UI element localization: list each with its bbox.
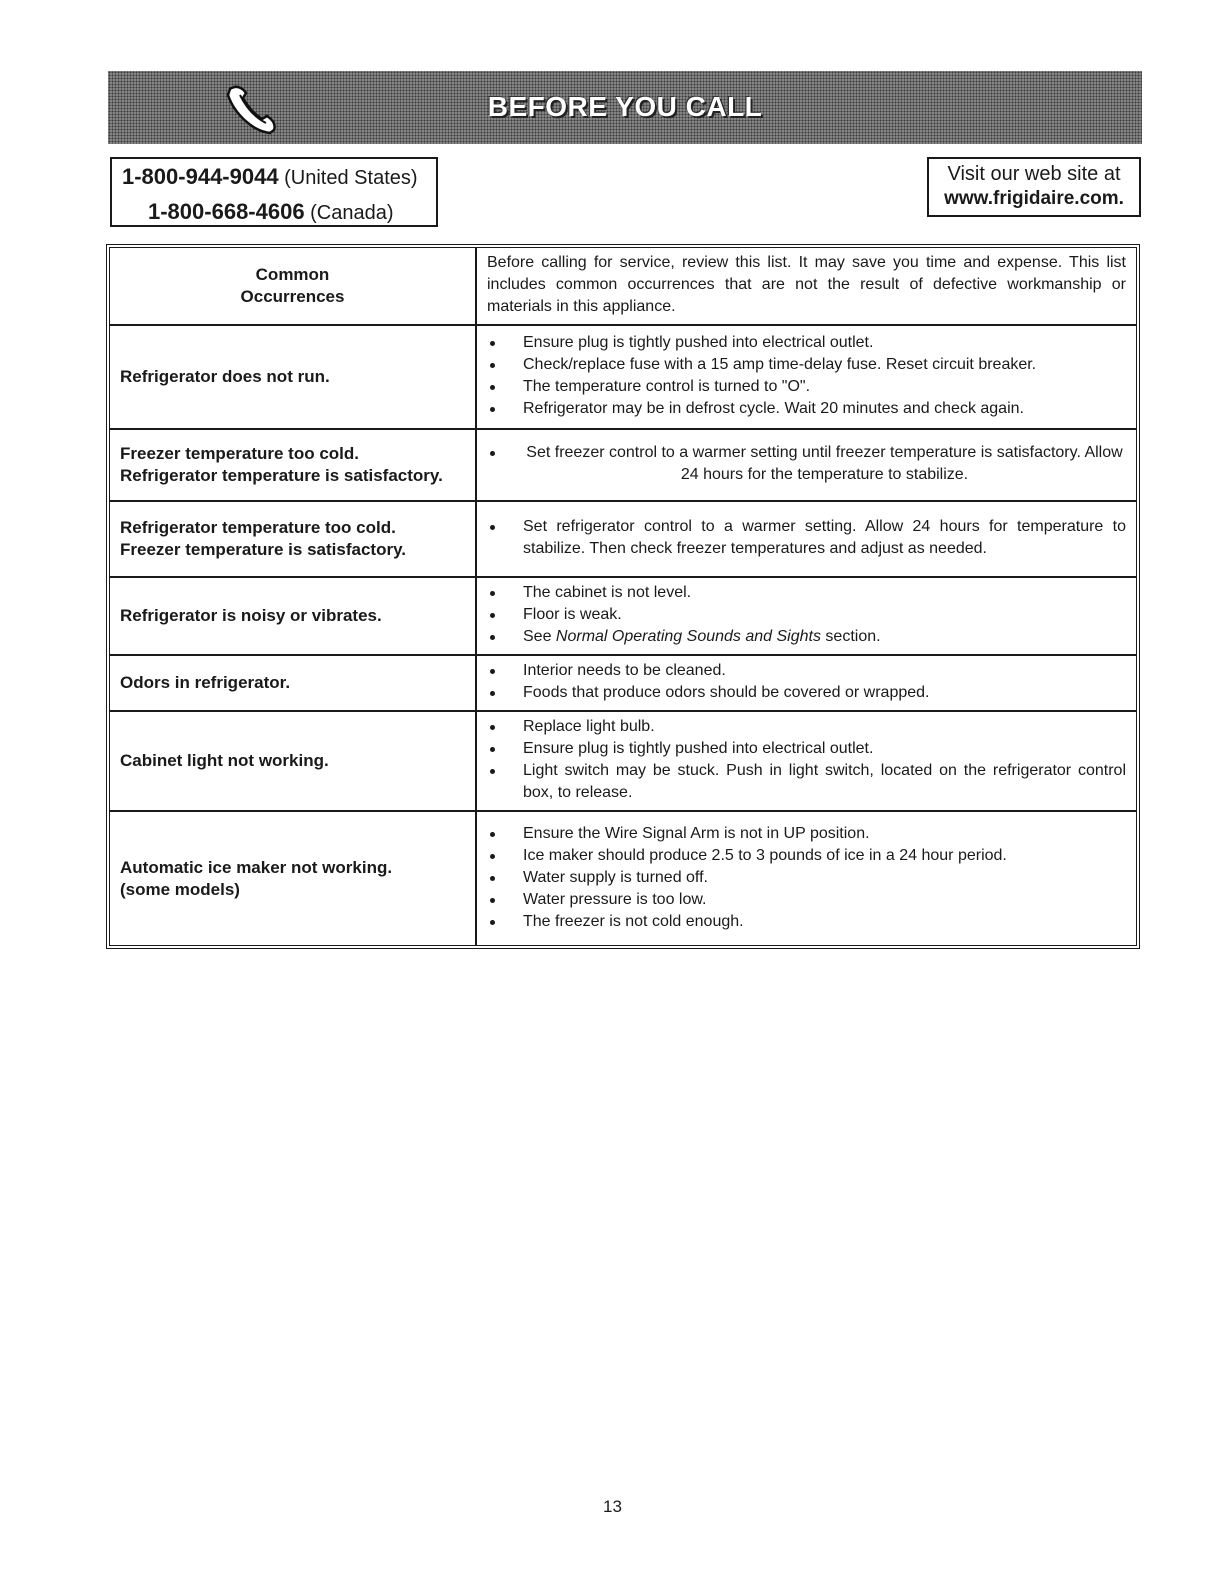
list-item: Ensure plug is tightly pushed into electrical outlet. xyxy=(487,738,1126,760)
phone-numbers-box xyxy=(110,157,438,227)
list-item: Foods that produce odors should be covered or wrapped. xyxy=(487,682,1126,704)
list-item: Floor is weak. xyxy=(487,604,1126,626)
list-item: The temperature control is turned to "O". xyxy=(487,376,1126,398)
table-row xyxy=(110,429,1136,501)
list-item: Interior needs to be cleaned. xyxy=(487,660,1126,682)
list-item: The cabinet is not level. xyxy=(487,582,1126,604)
website-visit-text: Visit our web site at xyxy=(947,163,1121,185)
website-link[interactable]: www.frigidaire.com. xyxy=(944,188,1124,209)
problem-cell: Refrigerator does not run. xyxy=(110,325,476,429)
solution-cell xyxy=(476,429,1136,501)
solution-cell xyxy=(476,711,1136,811)
list-item: Set freezer control to a warmer setting until freezer temperature is satisfactory. Allow 24 hours for the temperature to stabilize. xyxy=(487,442,1126,486)
list-item: Ensure the Wire Signal Arm is not in UP position. xyxy=(487,823,1126,845)
table-row xyxy=(110,711,1136,811)
problem-cell: Cabinet light not working. xyxy=(110,711,476,811)
phone-us xyxy=(122,164,418,190)
problem-cell: Automatic ice maker not working. (some models) xyxy=(110,811,476,945)
list-item: Check/replace fuse with a 15 amp time-delay fuse. Reset circuit breaker. xyxy=(487,354,1126,376)
list-item: Water supply is turned off. xyxy=(487,867,1126,889)
solution-cell xyxy=(476,325,1136,429)
table-row xyxy=(110,811,1136,945)
intro-text: Before calling for service, review this list. It may save you time and expense. This list includes common occurrences that are not the result of defective workmanship or materials in this appliance. xyxy=(476,248,1136,325)
list-item: Refrigerator may be in defrost cycle. Wait 20 minutes and check again. xyxy=(487,398,1126,420)
phone-canada-label: (Canada) xyxy=(310,202,394,224)
table-row xyxy=(110,577,1136,655)
phone-canada xyxy=(148,199,394,225)
list-item: Light switch may be stuck. Push in light switch, located on the refrigerator control box, to release. xyxy=(487,760,1126,804)
problem-cell: Odors in refrigerator. xyxy=(110,655,476,711)
problem-cell: Refrigerator is noisy or vibrates. xyxy=(110,577,476,655)
problem-cell: Refrigerator temperature too cold. Freezer temperature is satisfactory. xyxy=(110,501,476,577)
table-row xyxy=(110,501,1136,577)
phone-canada-number[interactable]: 1-800-668-4606 xyxy=(148,199,305,224)
problem-cell: Freezer temperature too cold. Refrigerator temperature is satisfactory. xyxy=(110,429,476,501)
section-reference: Normal Operating Sounds and Sights xyxy=(555,628,821,645)
solution-cell xyxy=(476,501,1136,577)
website-box xyxy=(927,157,1141,217)
table-header-row xyxy=(110,248,1136,325)
solution-cell xyxy=(476,811,1136,945)
table-row xyxy=(110,325,1136,429)
list-item: The freezer is not cold enough. xyxy=(487,911,1126,933)
list-item: Set refrigerator control to a warmer setting. Allow 24 hours for temperature to stabilize. Then check freezer temperatures and adjust as needed. xyxy=(487,516,1126,560)
phone-us-number[interactable]: 1-800-944-9044 xyxy=(122,164,279,189)
list-item: Ice maker should produce 2.5 to 3 pounds of ice in a 24 hour period. xyxy=(487,845,1126,867)
solution-cell xyxy=(476,655,1136,711)
phone-us-label: (United States) xyxy=(284,167,418,189)
troubleshooting-table xyxy=(106,244,1140,949)
page-number: 13 xyxy=(603,1497,622,1516)
list-item: Replace light bulb. xyxy=(487,716,1126,738)
banner xyxy=(108,71,1142,144)
list-item: Ensure plug is tightly pushed into electrical outlet. xyxy=(487,332,1126,354)
solution-cell xyxy=(476,577,1136,655)
page-title: BEFORE YOU CALL xyxy=(487,91,763,122)
header-common-occurrences: Common Occurrences xyxy=(110,248,476,325)
table-row xyxy=(110,655,1136,711)
list-item: Water pressure is too low. xyxy=(487,889,1126,911)
list-item: See Normal Operating Sounds and Sights section. xyxy=(487,626,1126,648)
